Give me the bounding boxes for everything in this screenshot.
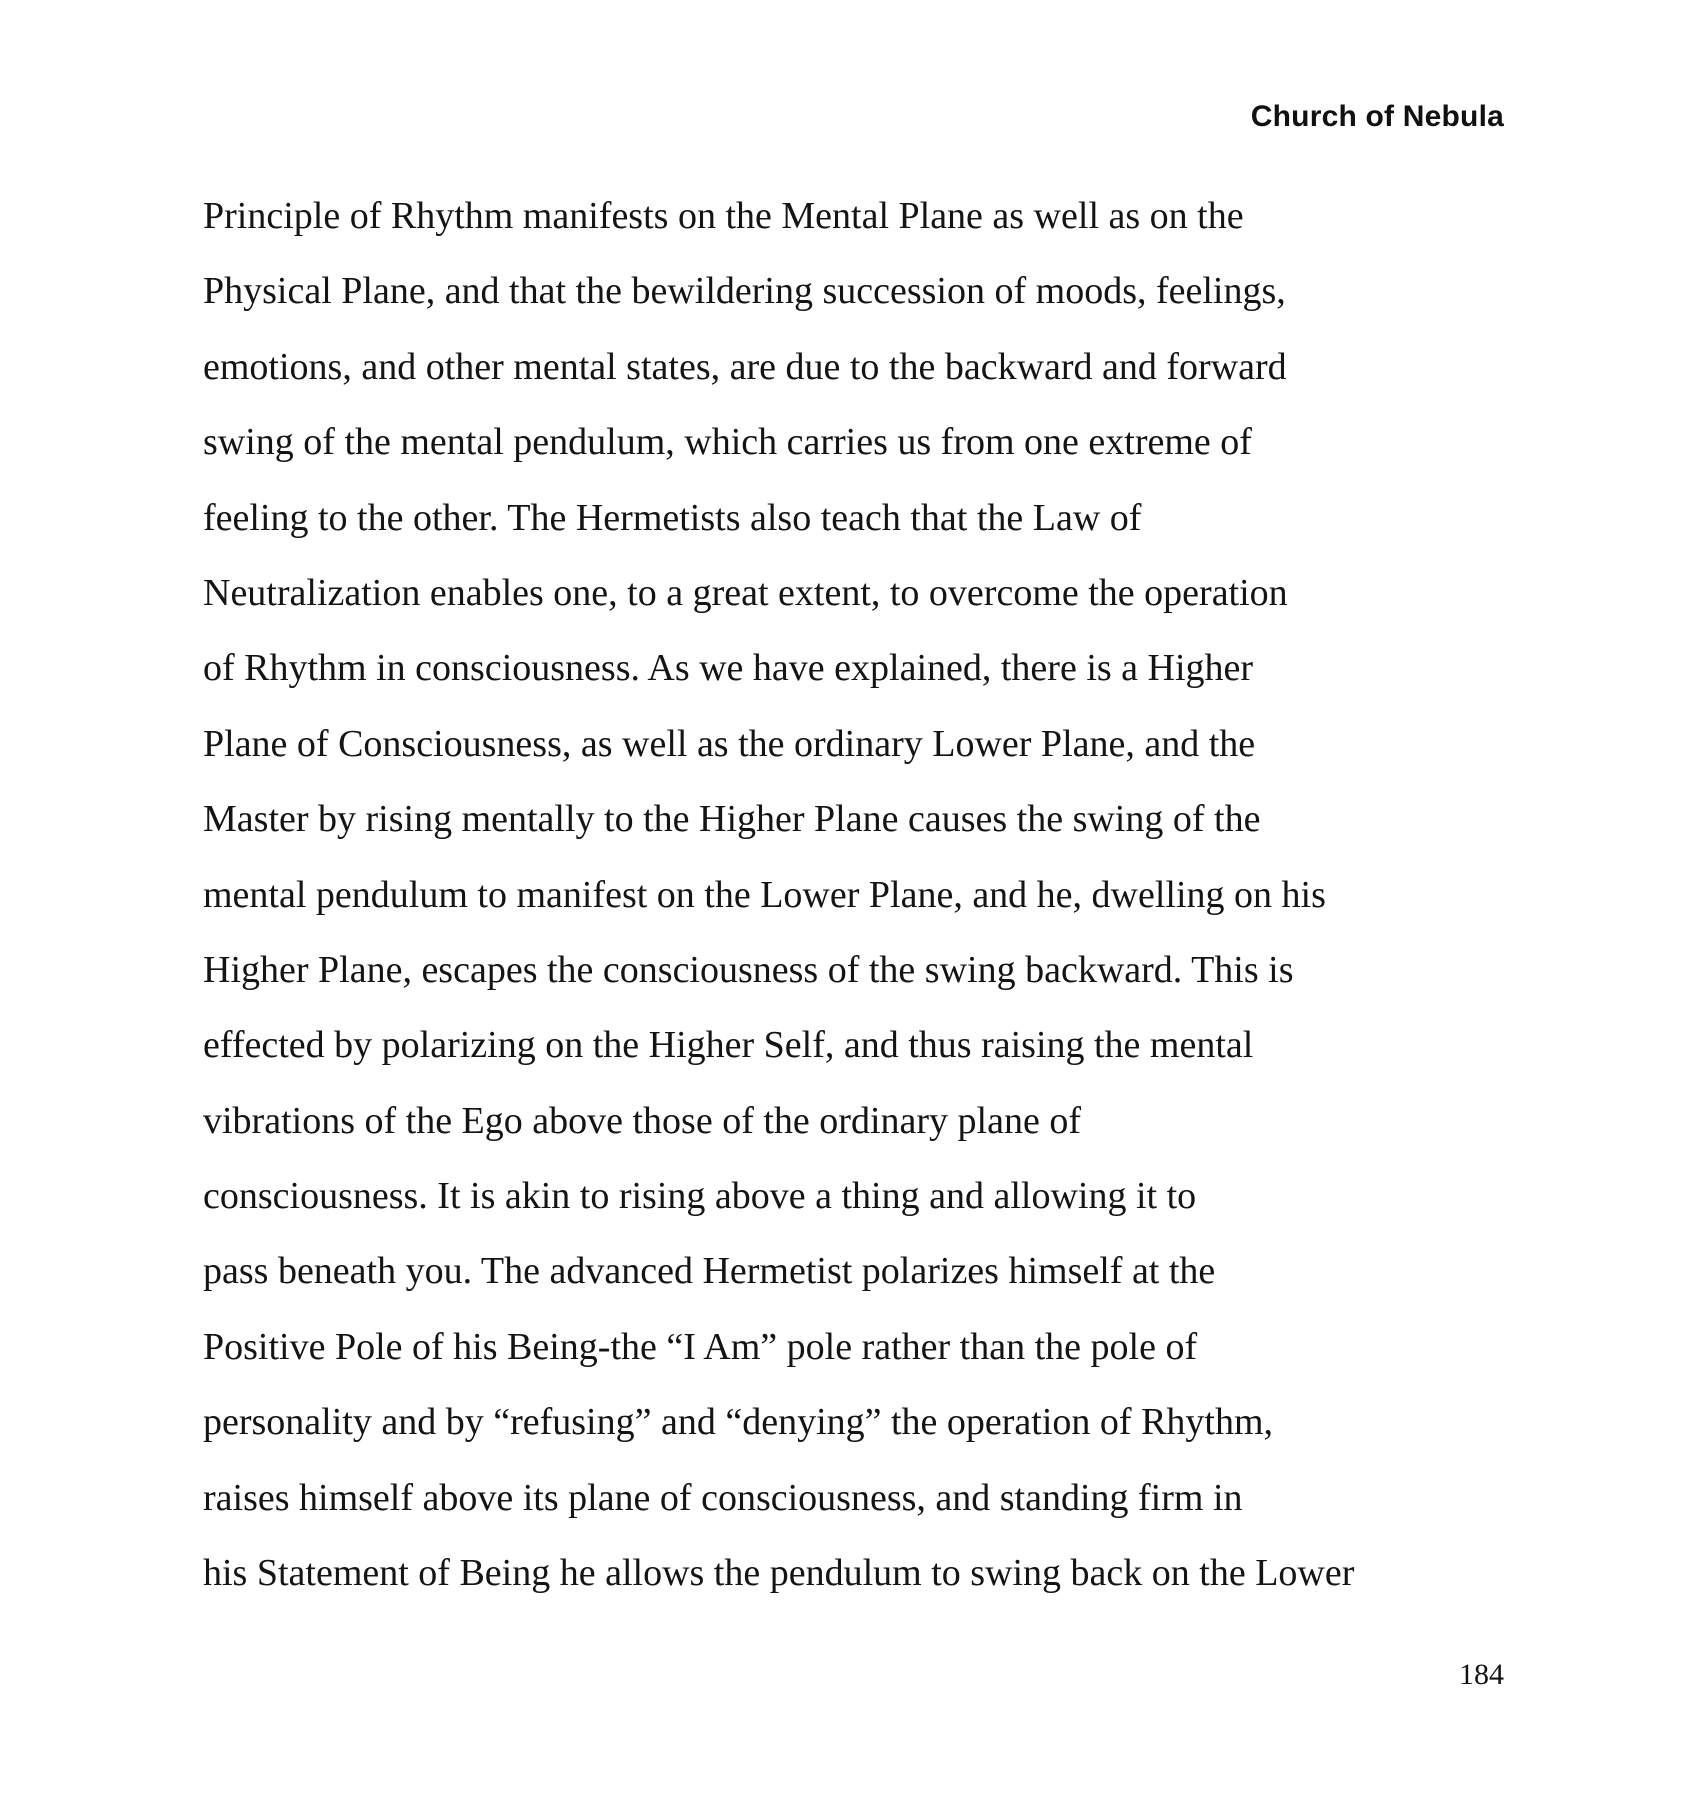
text-line: effected by polarizing on the Higher Self, and thus raising the mental <box>203 1024 1254 1067</box>
text-line: Positive Pole of his Being-the “I Am” pole rather than the pole of <box>203 1325 1198 1368</box>
text-line: of Rhythm in consciousness. As we have explained, there is a Higher <box>203 647 1254 690</box>
text-line: Neutralization enables one, to a great extent, to overcome the operation <box>203 571 1288 614</box>
text-line: Principle of Rhythm manifests on the Mental Plane as well as on the <box>203 195 1244 237</box>
running-header: Church of Nebula <box>1250 100 1504 133</box>
text-line: consciousness. It is akin to rising above a thing and allowing it to <box>203 1175 1197 1218</box>
text-line: personality and by “refusing” and “denying” the operation of Rhythm, <box>203 1401 1274 1444</box>
body-paragraph <box>203 190 1354 1622</box>
text-line: Higher Plane, escapes the consciousness of the swing backward. This is <box>203 948 1294 991</box>
text-line: Master by rising mentally to the Higher Plane causes the swing of the <box>203 798 1261 841</box>
page-number: 184 <box>1459 1658 1504 1691</box>
text-line: Plane of Consciousness, as well as the ordinary Lower Plane, and the <box>203 722 1256 765</box>
text-line: vibrations of the Ego above those of the ordinary plane of <box>203 1099 1081 1142</box>
text-line: pass beneath you. The advanced Hermetist polarizes himself at the <box>203 1250 1216 1293</box>
text-line: feeling to the other. The Hermetists also teach that the Law of <box>203 496 1142 539</box>
text-line: emotions, and other mental states, are due to the backward and forward <box>203 345 1287 388</box>
text-line: his Statement of Being he allows the pendulum to swing back on the Lower <box>203 1552 1355 1595</box>
text-line: swing of the mental pendulum, which carries us from one extreme of <box>203 421 1252 464</box>
text-line: mental pendulum to manifest on the Lower Plane, and he, dwelling on his <box>203 873 1326 916</box>
text-line: raises himself above its plane of consciousness, and standing firm in <box>203 1476 1243 1519</box>
text-line: Physical Plane, and that the bewildering succession of moods, feelings, <box>203 270 1286 313</box>
